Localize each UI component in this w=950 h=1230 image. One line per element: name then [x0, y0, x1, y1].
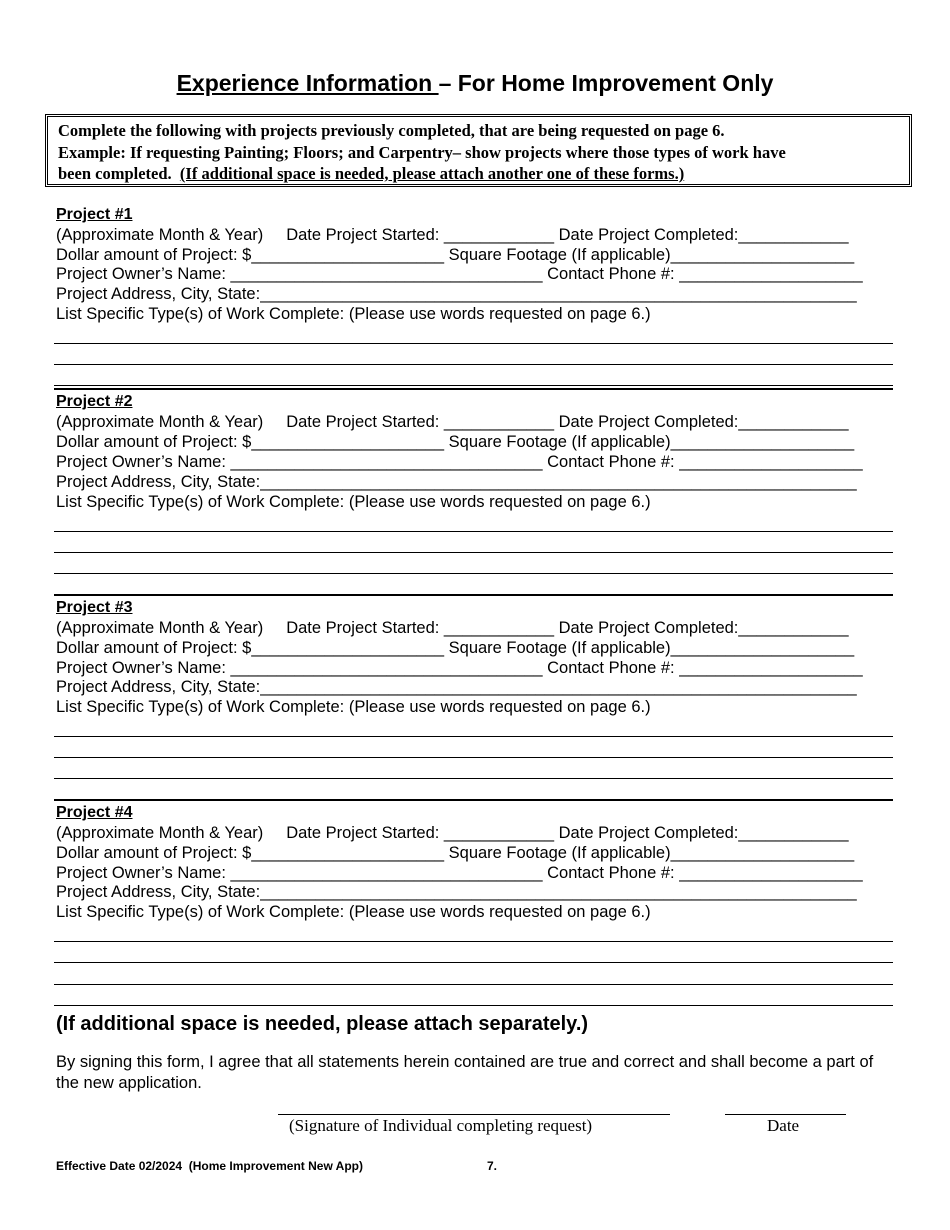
project-2-work-line-1[interactable]: [54, 531, 893, 532]
project-2-dates-field[interactable]: (Approximate Month & Year) Date Project Started: ____________ Date Project Completed:____________: [56, 413, 849, 431]
additional-space-note: (If additional space is needed, please attach separately.): [56, 1013, 589, 1035]
instructions-line-3-underlined: (If additional space is needed, please attach another one of these forms.): [179, 164, 685, 183]
footer-effective-date: Effective Date 02/2024 (Home Improvement New App): [56, 1159, 363, 1173]
project-2-address-field[interactable]: Project Address, City, State:_________________________________________________________________: [56, 473, 857, 491]
project-3-heading: Project #3: [56, 599, 133, 616]
signature-line[interactable]: [278, 1114, 670, 1115]
project-3-owner-field[interactable]: Project Owner’s Name: __________________________________ Contact Phone #: ____________________: [56, 659, 863, 677]
project-3-work-label: List Specific Type(s) of Work Complete: (Please use words requested on page 6.): [56, 698, 651, 716]
instructions-line-3: [58, 163, 909, 185]
footer-page-number: 7.: [487, 1159, 498, 1173]
project-3-work-line-2[interactable]: [54, 757, 893, 758]
date-caption: Date: [767, 1116, 800, 1135]
project-1-dates-field[interactable]: (Approximate Month & Year) Date Project Started: ____________ Date Project Completed:____________: [56, 226, 849, 244]
project-1-work-line-2[interactable]: [54, 364, 893, 365]
project-4-address-field[interactable]: Project Address, City, State:_________________________________________________________________: [56, 883, 857, 901]
project-4-owner-field[interactable]: Project Owner’s Name: __________________________________ Contact Phone #: ____________________: [56, 864, 863, 882]
project-3-address-field[interactable]: Project Address, City, State:_________________________________________________________________: [56, 678, 857, 696]
project-1-work-label: List Specific Type(s) of Work Complete: (Please use words requested on page 6.): [56, 305, 651, 323]
date-line[interactable]: [725, 1114, 846, 1115]
project-4-work-line-2[interactable]: [54, 962, 893, 963]
project-3-dates-field[interactable]: (Approximate Month & Year) Date Project Started: ____________ Date Project Completed:____________: [56, 619, 849, 637]
project-3-work-line-1[interactable]: [54, 736, 893, 737]
page-title-underlined: Experience Information: [176, 70, 439, 96]
page-title-rest: – For Home Improvement Only: [438, 70, 774, 96]
project-2-work-line-3[interactable]: [54, 573, 893, 574]
project-2-work-line-2[interactable]: [54, 552, 893, 553]
project-2-work-label: List Specific Type(s) of Work Complete: (Please use words requested on page 6.): [56, 493, 651, 511]
signature-caption: (Signature of Individual completing request): [289, 1116, 593, 1135]
page-title: [0, 70, 950, 97]
project-1-dollar-field[interactable]: Dollar amount of Project: $_____________________ Square Footage (If applicable)____________________: [56, 246, 855, 264]
project-4-work-line-3[interactable]: [54, 984, 893, 985]
project-2-dollar-field[interactable]: Dollar amount of Project: $_____________________ Square Footage (If applicable)____________________: [56, 433, 855, 451]
section-divider: [54, 594, 893, 596]
project-3-work-line-3[interactable]: [54, 778, 893, 779]
project-4-work-line-4[interactable]: [54, 1005, 893, 1006]
project-2-heading: Project #2: [56, 393, 133, 410]
project-4-dates-field[interactable]: (Approximate Month & Year) Date Project Started: ____________ Date Project Completed:____________: [56, 824, 849, 842]
project-1-owner-field[interactable]: Project Owner’s Name: __________________________________ Contact Phone #: ____________________: [56, 265, 863, 283]
section-divider: [54, 799, 893, 801]
instructions-box: [45, 114, 912, 187]
project-1-heading: Project #1: [56, 206, 133, 223]
project-1-work-line-1[interactable]: [54, 343, 893, 344]
project-1-work-line-3[interactable]: [54, 385, 893, 386]
section-divider: [54, 388, 893, 390]
instructions-line-3-plain: been completed.: [58, 164, 180, 183]
instructions-line-2: Example: If requesting Painting; Floors; and Carpentry– show projects where those types of work have: [58, 142, 786, 162]
agreement-statement: By signing this form, I agree that all statements herein contained are true and correct and shall become a part of the new application.: [56, 1053, 874, 1092]
project-3-dollar-field[interactable]: Dollar amount of Project: $_____________________ Square Footage (If applicable)____________________: [56, 639, 855, 657]
project-1-address-field[interactable]: Project Address, City, State:_________________________________________________________________: [56, 285, 857, 303]
project-4-work-label: List Specific Type(s) of Work Complete: (Please use words requested on page 6.): [56, 903, 651, 921]
project-2-owner-field[interactable]: Project Owner’s Name: __________________________________ Contact Phone #: ____________________: [56, 453, 863, 471]
project-4-work-line-1[interactable]: [54, 941, 893, 942]
instructions-line-1: Complete the following with projects previously completed, that are being requested on page 6.: [58, 121, 725, 140]
project-4-heading: Project #4: [56, 804, 133, 821]
project-4-dollar-field[interactable]: Dollar amount of Project: $_____________________ Square Footage (If applicable)____________________: [56, 844, 855, 862]
